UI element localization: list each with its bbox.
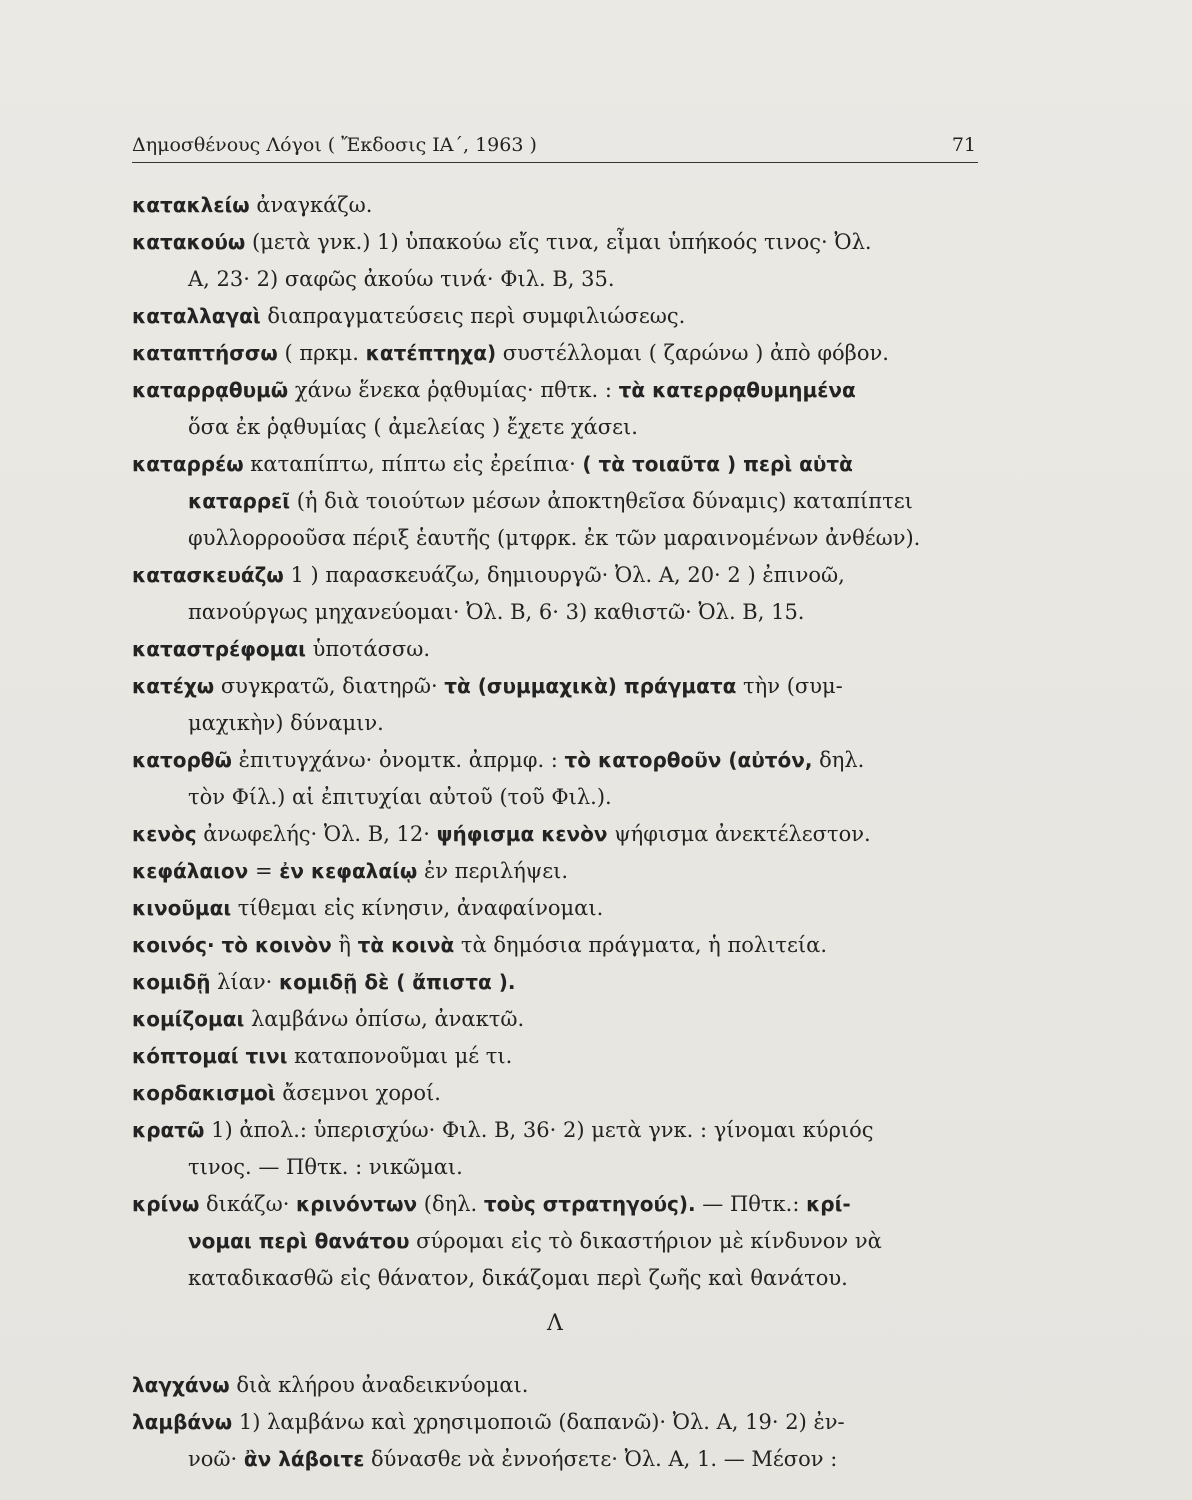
entry-text: τὴν (συμ- — [736, 674, 843, 698]
headword: κομιδῇ — [132, 970, 211, 994]
headword: τὰ κατερρᾳθυμημένα — [618, 378, 856, 402]
entry-continuation-line — [132, 520, 978, 557]
entry-continuation-line — [132, 1441, 978, 1478]
entry-continuation-line — [132, 1223, 978, 1260]
entry-continuation-line — [132, 705, 978, 742]
entry-text: ψήφισμα ἀνεκτέλεστον. — [607, 822, 871, 846]
glossary-entry — [132, 335, 978, 372]
entry-text: καταδικασθῶ εἰς θάνατον, δικάζομαι περὶ ζωῆς καὶ θανάτου. — [188, 1266, 848, 1290]
entry-text: μαχικὴν) δύναμιν. — [188, 711, 384, 735]
entry-line — [132, 1367, 978, 1404]
entry-line — [132, 890, 978, 927]
entry-text: διαπραγματεύσεις περὶ συμφιλιώσεως. — [260, 304, 686, 328]
headword: τὰ (συμμαχικὰ) πράγματα — [444, 674, 737, 698]
entry-line — [132, 335, 978, 372]
entry-text: τίθεμαι εἰς κίνησιν, ἀναφαίνομαι. — [231, 896, 604, 920]
page-number: 71 — [951, 134, 976, 156]
entry-text: πανούργως μηχανεύομαι· Ὀλ. Β, 6· 3) καθιστῶ· Ὀλ. Β, 15. — [188, 600, 805, 624]
glossary-entry — [132, 1404, 978, 1478]
entry-text: φυλλορροοῦσα πέριξ ἑαυτῆς (μτφρκ. ἐκ τῶν μαραινομένων ἀνθέων). — [188, 526, 921, 550]
headword: καταρρεῖ — [188, 489, 291, 513]
entry-continuation-line — [132, 779, 978, 816]
entry-line — [132, 1404, 978, 1441]
section-letter: Λ — [547, 1311, 563, 1336]
entry-text: τὰ δημόσια πράγματα, ἡ πολιτεία. — [454, 933, 828, 957]
glossary-entry — [132, 964, 978, 1001]
glossary-entry — [132, 668, 978, 742]
entry-continuation-line — [132, 1260, 978, 1297]
entry-text: — Πθτκ.: — [695, 1192, 807, 1216]
glossary-entry — [132, 1112, 978, 1186]
entry-text: δικάζω· — [199, 1192, 297, 1216]
headword: κατασκευάζω — [132, 563, 284, 587]
entry-continuation-line — [132, 409, 978, 446]
entry-text: συγκρατῶ, διατηρῶ· — [214, 674, 445, 698]
entry-line — [132, 1075, 978, 1112]
glossary-entry — [132, 890, 978, 927]
entry-text: = — [248, 859, 280, 883]
headword: λαμβάνω — [132, 1410, 233, 1434]
headword: ( τὰ τοιαῦτα ) περὶ αὑτὰ — [582, 452, 853, 476]
headword: νομαι περὶ θανάτου — [188, 1229, 410, 1253]
headword: κόπτομαί τινι — [132, 1044, 288, 1068]
entry-text: ἢ — [331, 933, 358, 957]
entry-text: 1 ) παρασκευάζω, δημιουργῶ· Ὀλ. Α, 20· 2 ) ἐπινοῶ, — [283, 563, 845, 587]
entry-line — [132, 446, 978, 483]
glossary-entry — [132, 224, 978, 298]
headword: κορδακισμοὶ — [132, 1081, 276, 1105]
headword: τὰ κοινὰ — [357, 933, 455, 957]
glossary-content — [132, 187, 978, 1478]
headword: τοὺς στρατηγούς). — [483, 1192, 696, 1216]
headword: τὸ κατορθοῦν (αὐτόν, — [564, 748, 813, 772]
headword: καταστρέφομαι — [132, 637, 306, 661]
headword: κατακλείω — [132, 193, 250, 217]
running-header — [132, 132, 978, 163]
headword: κρινόντων — [296, 1192, 418, 1216]
headword: κατέχω — [132, 674, 215, 698]
glossary-entry — [132, 816, 978, 853]
headword: κρατῶ — [132, 1118, 205, 1142]
entry-line — [132, 1112, 978, 1149]
entry-text: δύνασθε νὰ ἐννοήσετε· Ὀλ. Α, 1. — Μέσον : — [364, 1447, 838, 1471]
glossary-entry — [132, 742, 978, 816]
headword: κενὸς — [132, 822, 197, 846]
headword: κινοῦμαι — [132, 896, 232, 920]
entry-text: ἄσεμνοι χοροί. — [275, 1081, 441, 1105]
entry-line — [132, 631, 978, 668]
entry-text: 1) λαμβάνω καὶ χρησιμοποιῶ (δαπανῶ)· Ὀλ. Α, 19· 2) ἐν- — [232, 1410, 845, 1434]
entry-line — [132, 668, 978, 705]
entry-text: διὰ κλήρου ἀναδεικνύομαι. — [229, 1373, 529, 1397]
entry-text: 1) ἀπολ.: ὑπερισχύω· Φιλ. Β, 36· 2) μετὰ γνκ. : γίνομαι κύριός — [204, 1118, 874, 1142]
entry-text: τινος. — Πθτκ. : νικῶμαι. — [188, 1155, 463, 1179]
entry-line — [132, 1038, 978, 1075]
headword: κρί- — [806, 1192, 851, 1216]
glossary-entry — [132, 1001, 978, 1038]
glossary-entry — [132, 1038, 978, 1075]
entry-line — [132, 742, 978, 779]
headword: κατέπτηχα) — [365, 341, 497, 365]
headword: κατακούω — [132, 230, 246, 254]
entry-text: τὸν Φίλ.) αἱ ἐπιτυχίαι αὐτοῦ (τοῦ Φιλ.). — [188, 785, 612, 809]
entry-line — [132, 372, 978, 409]
entry-text: συστέλλομαι ( ζαρώνω ) ἀπὸ φόβον. — [496, 341, 889, 365]
entry-continuation-line — [132, 261, 978, 298]
entry-text: (δηλ. — [417, 1192, 484, 1216]
entry-text: καταπονοῦμαι μέ τι. — [287, 1044, 513, 1068]
entry-line — [132, 224, 978, 261]
glossary-entry — [132, 298, 978, 335]
entry-line — [132, 298, 978, 335]
entry-text: ἀνωφελής· Ὀλ. Β, 12· — [196, 822, 437, 846]
entry-line — [132, 964, 978, 1001]
entry-text: λίαν· — [210, 970, 279, 994]
headword: λαγχάνω — [132, 1373, 230, 1397]
entry-text: ὑποτάσσω. — [305, 637, 431, 661]
headword: καταρρέω — [132, 452, 244, 476]
entry-line — [132, 927, 978, 964]
glossary-entry — [132, 1367, 978, 1404]
entry-line — [132, 557, 978, 594]
headword: κοινός· τὸ κοινὸν — [132, 933, 332, 957]
entry-text: καταπίπτω, πίπτω εἰς ἐρείπια· — [243, 452, 583, 476]
glossary-entry — [132, 557, 978, 631]
entry-text: ἐπιτυγχάνω· ὀνομτκ. ἀπρμφ. : — [231, 748, 565, 772]
headword: καταρρᾳθυμῶ — [132, 378, 289, 402]
headword: κρίνω — [132, 1192, 200, 1216]
headword: κατορθῶ — [132, 748, 232, 772]
entry-text: (ἡ διὰ τοιούτων μέσων ἀποκτηθεῖσα δύναμις) καταπίπτει — [290, 489, 913, 513]
entry-text: ( πρκμ. — [277, 341, 366, 365]
headword: καταπτήσσω — [132, 341, 278, 365]
headword: κεφάλαιον — [132, 859, 249, 883]
entry-line — [132, 816, 978, 853]
entry-text: ἐν περιλήψει. — [417, 859, 569, 883]
entry-text: ἀναγκάζω. — [249, 193, 373, 217]
entry-line — [132, 1001, 978, 1038]
entry-text: ὅσα ἐκ ῥᾳθυμίας ( ἀμελείας ) ἔχετε χάσει. — [188, 415, 638, 439]
glossary-entry — [132, 927, 978, 964]
entry-continuation-line — [132, 1149, 978, 1186]
glossary-entry — [132, 631, 978, 668]
headword: ψήφισμα κενὸν — [436, 822, 608, 846]
entry-text: νοῶ· — [188, 1447, 244, 1471]
glossary-entry — [132, 1186, 978, 1297]
glossary-entry — [132, 446, 978, 557]
entry-continuation-line — [132, 483, 978, 520]
entry-text: Α, 23· 2) σαφῶς ἀκούω τινά· Φιλ. Β, 35. — [188, 267, 615, 291]
glossary-entry — [132, 372, 978, 446]
glossary-entries-l — [132, 1367, 978, 1478]
entry-text: σύρομαι εἰς τὸ δικαστήριον μὲ κίνδυνον νὰ — [409, 1229, 882, 1253]
entry-text: λαμβάνω ὀπίσω, ἀνακτῶ. — [244, 1007, 525, 1031]
glossary-entry — [132, 187, 978, 224]
entry-line — [132, 187, 978, 224]
headword: καταλλαγαὶ — [132, 304, 261, 328]
headword: κομιδῇ δὲ ( ἄπιστα ). — [278, 970, 516, 994]
entry-line — [132, 853, 978, 890]
entry-text: (μετὰ γνκ.) 1) ὑπακούω εἴς τινα, εἶμαι ὑπήκοός τινος· Ὀλ. — [245, 230, 872, 254]
glossary-entry — [132, 1075, 978, 1112]
entry-text: δηλ. — [812, 748, 865, 772]
entry-continuation-line — [132, 594, 978, 631]
entry-line — [132, 1186, 978, 1223]
headword: ἐν κεφαλαίῳ — [279, 859, 418, 883]
entry-text: χάνω ἕνεκα ῥᾳθυμίας· πθτκ. : — [288, 378, 619, 402]
headword: ἂν λάβοιτε — [243, 1447, 365, 1471]
header-title: Δημοσθένους Λόγοι ( Ἔκδοσις ΙΑ΄, 1963 ) — [132, 134, 537, 156]
headword: κομίζομαι — [132, 1007, 245, 1031]
glossary-entries-k — [132, 187, 978, 1297]
glossary-entry — [132, 853, 978, 890]
